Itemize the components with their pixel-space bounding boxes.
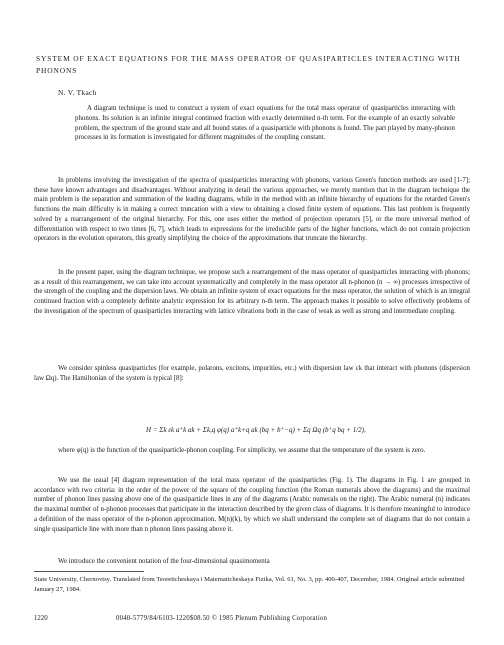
article-title: SYSTEM OF EXACT EQUATIONS FOR THE MASS OPERATOR OF QUASIPARTICLES INTERACTING WITH PHONONS [36,54,461,75]
paragraph-hamiltonian: We consider spinless quasiparticles (for example, polarons, excitons, impurities, etc.) with dispersion law εk that interact with phonons (dispersion law Ωq). The Hamiltonian of the system is typical [8]: [34,365,470,382]
page-number: 1220 [34,615,48,622]
paragraph-diagrams: We use the usual [4] diagram representation of the total mass operator of the quasiparticles (Fig. 1). The diagrams in Fig. 1 are grouped in accordance with two criteria: in the order of the power of the square of the coupling function (the Roman numerals above the diagrams) and the maximal number of phonon lines passing above one of the quasiparticle lines in any of the diagrams (Arabic numerals on the right). The Arabic numeral (n) indicates the maximal number of n-phonon processes that participate in the interaction described by the given class of diagrams. It is therefore meaningful to introduce a definition of the mass operator of the n-phonon approximation, M(n)(k), by which we shall understand the complete set of diagrams that do not contain a single quasiparticle line with more than n phonon lines passing above it. [34,477,470,533]
footnote-divider [34,571,144,572]
abstract: A diagram technique is used to construct a system of exact equations for the total mass operator of quasiparticles interacting with phonons. Its solution is an infinite integral continued fraction with exactly determined n-th term. For the example of an exactly solvable problem, the spectrum of the ground state and all bound states of a quasiparticle with phonons is found. The part played by many-phonon processes in its formation is investigated for different magnitudes of the coupling constant. [75,105,455,142]
paragraph-introduction: In problems involving the investigation of the spectra of quasiparticles interacting with phonons, various Green's function methods are used [1-7]; these have known advantages and disadvantages. Without analyzing in detail the various approaches, we merely mention that in the diagram technique the main problem is the separation and summation of the leading diagrams, while in the method with an infinite hierarchy of equations for the retarded Green's functions the main difficulty is in making a correct truncation with a view to obtaining a closed finite system of equations. This last problem is frequently solved by a rearrangement of the original hierarchy. For this, one uses either the method of projection operators [5], or the more universal method of differentiation with respect to two times [6, 7], which leads to expressions for the irreducible parts of the higher functions, which do not contain projection operators in the evolution operators, this greatly simplifying the choice of the approximations that truncate the hierarchy. [34,177,470,243]
copyright-line: 0040-5779/84/6103-1220$08.50 © 1985 Plenum Publishing Corporation [116,615,328,622]
author-name: N. V. Tkach [58,88,97,97]
hamiltonian-equation: H = Σk εk a⁺k ak + Σk,q φ(q) a⁺k+q ak (bq + b⁺−q) + Σq Ωq (b⁺q bq + 1/2), [146,426,366,434]
paragraph-notation: We introduce the convenient notation of the four-dimensional quasimomenta [58,558,270,565]
footnote: State University, Chernovtsy. Translated from Teoreticheskaya i Matematicheskaya Fizika, Vol. 61, No. 3, pp. 400-407, December, 1984. Original article submitted January 27, 1984. [34,576,465,593]
paragraph-coupling-function: where φ(q) is the function of the quasiparticle-phonon coupling. For simplicity, we assume that the temperature of the system is zero. [58,447,426,454]
paragraph-present-paper: In the present paper, using the diagram technique, we propose such a rearrangement of the mass operator of quasiparticles interacting with phonons; as a result of this rearrangement, we can take into account systematically and completely in the mass operator all n-phonon (n → ∞) processes irrespective of the strength of the coupling and the dispersion laws. We obtain an infinite system of exact equations for the mass operator, the solution of which is an integral continued fraction with a completely definite analytic expression for its arbitrary n-th term. The approach makes it possible to solve effectively problems of the investigation of the spectrum of quasiparticles interacting with lattice vibrations both in the case of weak as well as strong and intermediate coupling. [34,269,470,315]
